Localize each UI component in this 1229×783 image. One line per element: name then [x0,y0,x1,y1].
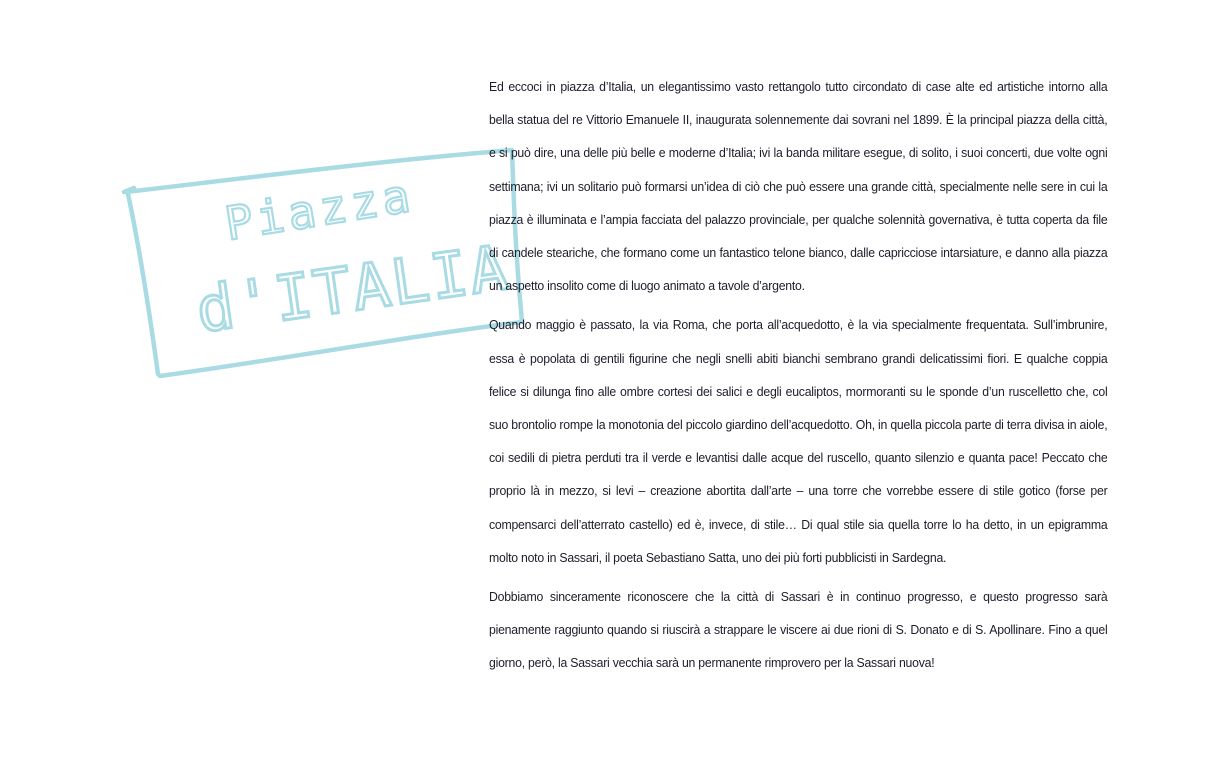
piazza-ditalia-stamp [110,140,540,390]
paragraph-piazza-italia: Ed eccoci in piazza d’Italia, un elegantissimo vasto rettangolo tutto circondato di case alte ed artistiche intorno alla bella statua del re Vittorio Emanuele II, inaugurata solennemente dai sovrani nel 1899. È la principal piazza della città, e si può dire, una delle più belle e moderne d’Italia; ivi la banda militare esegue, di solito, i suoi concerti, due volte ogni settimana; ivi un solitario può formarsi un’idea di ciò che può essere una grande città, specialmente nelle sere in cui la piazza è illuminata e l’ampia facciata del palazzo provinciale, per qualche solennità governativa, è tutta coperta da file di candele steariche, che formano come un fantastico telone bianco, dalle capricciose intarsiature, e danno alla piazza un aspetto insolito come di luogo animato a tavole d’argento. [489,79,1108,294]
stamp-line2: d'ITALIA [191,230,514,347]
paragraph-progresso: Dobbiamo sinceramente riconoscere che la città di Sassari è in continuo progresso, e questo progresso sarà pienamente raggiunto quando si riuscirà a strappare le viscere ai due rioni di S. Donato e di S. Apollinare. Fino a quel giorno, però, la Sassari vecchia sarà un permanente rimprovero per la Sassari nuova! [489,589,1108,671]
stamp-line1: Piazza [221,167,418,251]
paragraph-via-roma: Quando maggio è passato, la via Roma, che porta all’acquedotto, è la via specialmente frequentata. Sull’imbrunire, essa è popolata di gentili figurine che negli snelli abiti bianchi sembrano grandi delicatissimi fiori. E qualche coppia felice si dilunga fino alle ombre cortesi dei salici e degli eucaliptos, mormoranti su le sponde d’un ruscelletto che, col suo brontolio rompe la monotonia del piccolo giardino dell’acquedotto. Oh, in quella piccola parte di terra divisa in aiole, coi sedili di pietra perduti tra il verde e levantisi dalle acque del ruscello, quanto silenzio e quanta pace! Peccato che proprio là in mezzo, si levi – creazione abortita dall’arte – una torre che vorrebbe essere di stile gotico (forse per compensarci dell’atterrato castello) ed è, invece, di stile… Di qual stile sia quella torre lo ha detto, in un epigramma molto noto in Sassari, il poeta Sebastiano Satta, uno dei più forti pubblicisti in Sardegna. [489,317,1108,565]
article-text [489,70,1108,686]
